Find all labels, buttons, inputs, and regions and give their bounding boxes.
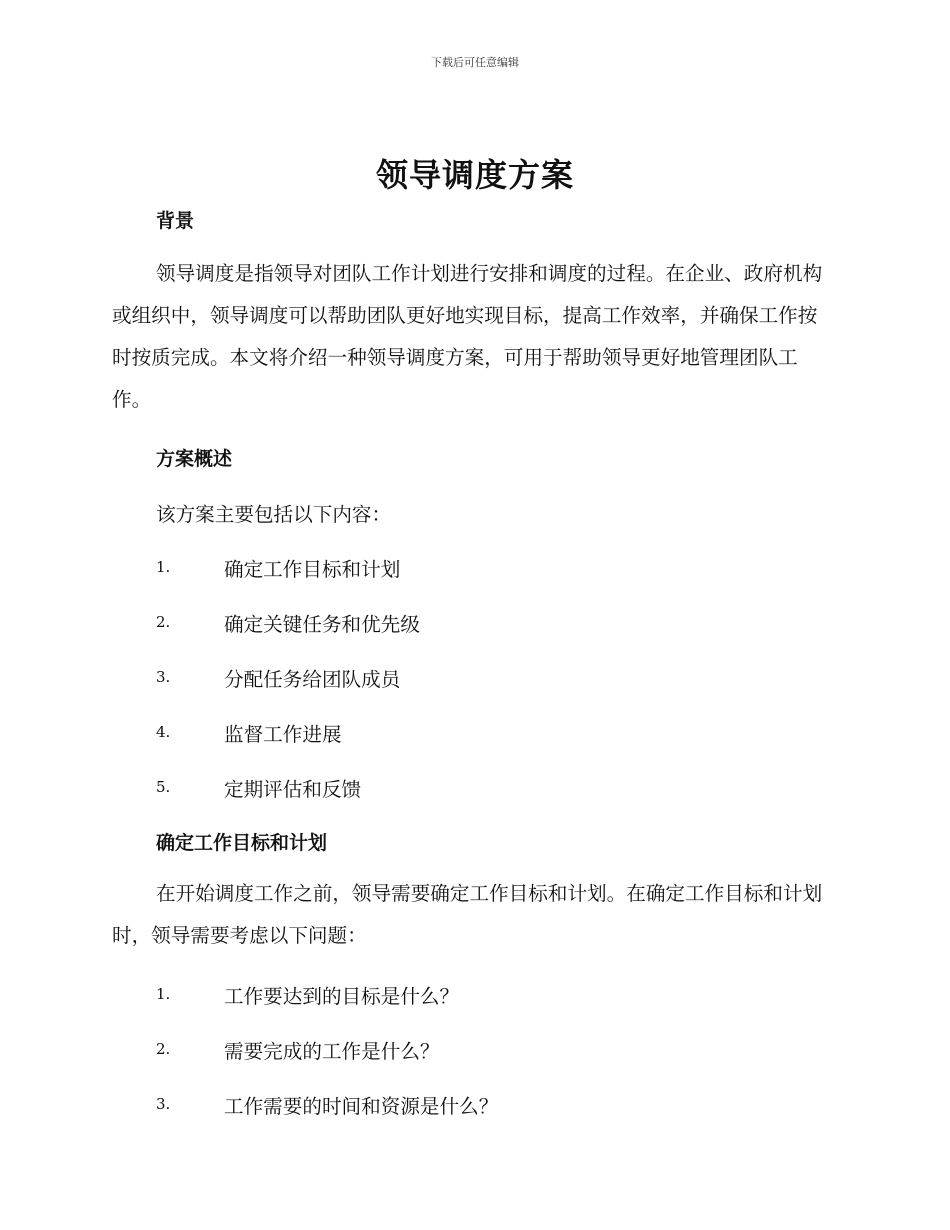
document-title: 领导调度方案 xyxy=(375,156,574,194)
list-item: 确定关键任务和优先级 xyxy=(224,613,420,636)
list-item: 需要完成的工作是什么？ xyxy=(224,1040,440,1063)
section-heading-overview: 方案概述 xyxy=(156,448,233,470)
list-item-number: 2. xyxy=(156,1040,171,1058)
list-item-number: 2. xyxy=(156,613,171,631)
list-item-number: 3. xyxy=(156,668,171,686)
page-header-note: 下载后可任意编辑 xyxy=(431,56,519,69)
list-item-number: 5. xyxy=(156,778,171,796)
list-item-number: 3. xyxy=(156,1095,171,1113)
section-heading-background: 背景 xyxy=(156,210,195,232)
section-heading-goals: 确定工作目标和计划 xyxy=(156,832,328,854)
goals-paragraph: 在开始调度工作之前，领导需要确定工作目标和计划。在确定工作目标和计划时，领导需要考虑以下问题： xyxy=(112,882,823,947)
list-item-number: 1. xyxy=(156,558,171,576)
background-paragraph: 领导调度是指领导对团队工作计划进行安排和调度的过程。在企业、政府机构或组织中，领导调度可以帮助团队更好地实现目标，提高工作效率，并确保工作按时按质完成。本文将介绍一种领导调度方案，可用于帮助领导更好地管理团队工作。 xyxy=(112,262,823,411)
list-item: 定期评估和反馈 xyxy=(224,778,362,801)
list-item-number: 4. xyxy=(156,723,171,741)
overview-intro: 该方案主要包括以下内容： xyxy=(156,503,392,526)
list-item: 监督工作进展 xyxy=(224,723,342,746)
list-item: 工作需要的时间和资源是什么？ xyxy=(224,1095,499,1118)
list-item: 分配任务给团队成员 xyxy=(224,668,401,691)
list-item-number: 1. xyxy=(156,985,171,1003)
list-item: 工作要达到的目标是什么？ xyxy=(224,985,460,1008)
list-item: 确定工作目标和计划 xyxy=(224,558,401,581)
